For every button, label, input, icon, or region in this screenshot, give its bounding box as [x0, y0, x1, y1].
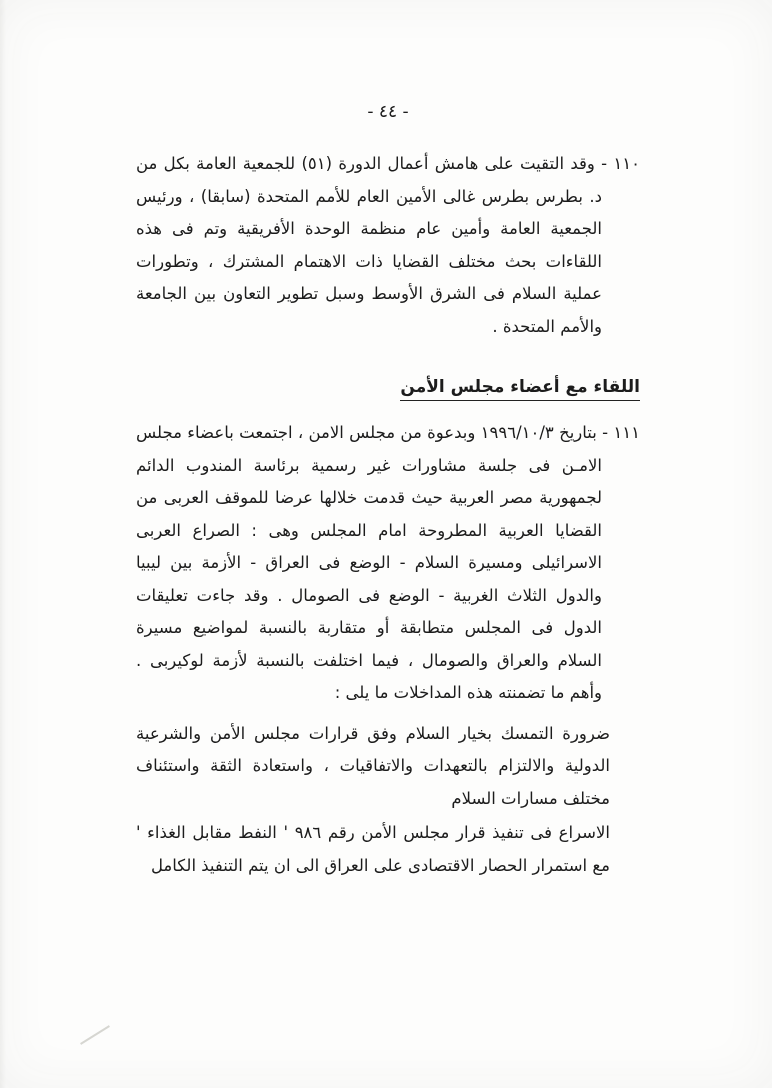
- section-heading: اللقاء مع أعضاء مجلس الأمن: [400, 377, 640, 401]
- paragraph-111-number: ١١١ -: [602, 423, 641, 442]
- paragraph-110-text: وقد التقيت على هامش أعمال الدورة (٥١) للجمعية العامة بكل من د. بطرس بطرس غالى الأمين العام للأمم المتحدة (سابقا) ، ورئيس الجمعية العامة وأمين عام منظمة الوحدة الأفريقية وتم فى هذه اللقاءات بحث مختلف القضايا ذات الاهتمام المشترك ، وتطورات عملية السلام فى الشرق الأوسط وسبل تطوير التعاون بين الجامعة والأمم المتحدة .: [136, 154, 602, 336]
- scan-edge-shading: [0, 0, 6, 1088]
- scan-artifact-mark: [80, 1025, 110, 1045]
- paragraph-111-text: بتاريخ ١٩٩٦/١٠/٣ وبدعوة من مجلس الامن ، اجتمعت باعضاء مجلس الامـن فى جلسة مشاورات غير رسمية برئاسة المندوب الدائم لجمهورية مصر العربية حيث قدمت خلالها عرضا للموقف العربى من القضايا العربية المطروحة امام المجلس وهى : الصراع العربى الاسرائيلى ومسيرة السلام - الوضع فى العراق - الأزمة بين ليبيا والدول الثلاث الغربية - الوضع فى الصومال . وقد جاءت تعليقات الدول فى المجلس متطابقة أو متقاربة بالنسبة لمواضيع مسيرة السلام والعراق والصومال ، فيما اختلفت بالنسبة لأزمة لوكيربى . وأهم ما تضمنته هذه المداخلات ما يلى :: [136, 423, 602, 702]
- paragraph-111: [136, 417, 640, 710]
- point-item-1: ضرورة التمسك بخيار السلام وفق قرارات مجلس الأمن والشرعية الدولية والالتزام بالتعهدات والاتفاقيات ، واستعادة الثقة واستئناف مختلف مسارات السلام: [136, 723, 610, 808]
- point-item-2: الاسراع فى تنفيذ قرار مجلس الأمن رقم ٩٨٦ ' النفط مقابل الغذاء ' مع استمرار الحصار الاقتصادى على العراق الى ان يتم التنفيذ الكامل: [136, 823, 610, 875]
- paragraph-110: [136, 148, 640, 343]
- page-content: [136, 102, 640, 884]
- page-number: - ٤٤ -: [367, 102, 409, 122]
- paragraph-110-number: ١١٠ -: [601, 154, 640, 173]
